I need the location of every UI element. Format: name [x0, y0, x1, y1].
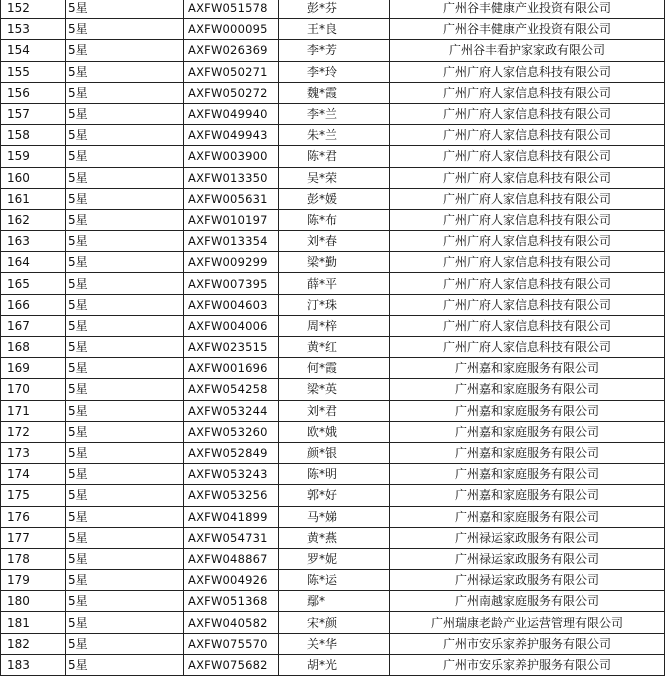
- worker-code: AXFW013354: [184, 231, 279, 252]
- row-index: 174: [1, 464, 66, 485]
- worker-code: AXFW052849: [184, 442, 279, 463]
- star-rating: 5星: [66, 570, 184, 591]
- row-index: 155: [1, 61, 66, 82]
- row-index: 159: [1, 146, 66, 167]
- star-rating: 5星: [66, 591, 184, 612]
- table-row: [1, 633, 665, 654]
- worker-code: AXFW026369: [184, 40, 279, 61]
- company-name: 广州广府人家信息科技有限公司: [390, 61, 665, 82]
- row-index: 170: [1, 379, 66, 400]
- worker-code: AXFW023515: [184, 337, 279, 358]
- star-rating: 5星: [66, 82, 184, 103]
- star-rating: 5星: [66, 612, 184, 633]
- row-index: 176: [1, 506, 66, 527]
- worker-code: AXFW048867: [184, 548, 279, 569]
- star-rating: 5星: [66, 379, 184, 400]
- row-index: 163: [1, 231, 66, 252]
- star-rating: 5星: [66, 527, 184, 548]
- row-index: 154: [1, 40, 66, 61]
- worker-name: 鄢*: [279, 591, 390, 612]
- table-row: [1, 379, 665, 400]
- table-row: [1, 125, 665, 146]
- star-rating: 5星: [66, 61, 184, 82]
- company-name: 广州广府人家信息科技有限公司: [390, 82, 665, 103]
- worker-name: 李*芳: [279, 40, 390, 61]
- worker-name: 关*华: [279, 633, 390, 654]
- company-name: 广州广府人家信息科技有限公司: [390, 209, 665, 230]
- worker-name: 汀*珠: [279, 294, 390, 315]
- star-rating: 5星: [66, 485, 184, 506]
- company-name: 广州广府人家信息科技有限公司: [390, 252, 665, 273]
- table-body: [1, 0, 665, 676]
- star-rating: 5星: [66, 464, 184, 485]
- star-rating: 5星: [66, 19, 184, 40]
- company-name: 广州嘉和家庭服务有限公司: [390, 400, 665, 421]
- worker-name: 刘*春: [279, 231, 390, 252]
- table-row: [1, 548, 665, 569]
- table-row: [1, 146, 665, 167]
- star-rating: 5星: [66, 358, 184, 379]
- star-rating: 5星: [66, 209, 184, 230]
- row-index: 181: [1, 612, 66, 633]
- worker-code: AXFW004006: [184, 315, 279, 336]
- table-row: [1, 167, 665, 188]
- star-rating: 5星: [66, 400, 184, 421]
- star-rating: 5星: [66, 252, 184, 273]
- worker-name: 陈*布: [279, 209, 390, 230]
- row-index: 161: [1, 188, 66, 209]
- worker-name: 罗*妮: [279, 548, 390, 569]
- worker-code: AXFW054731: [184, 527, 279, 548]
- star-rating: 5星: [66, 0, 184, 19]
- worker-code: AXFW041899: [184, 506, 279, 527]
- table-row: [1, 82, 665, 103]
- table-row: [1, 188, 665, 209]
- company-name: 广州嘉和家庭服务有限公司: [390, 358, 665, 379]
- row-index: 173: [1, 442, 66, 463]
- company-name: 广州广府人家信息科技有限公司: [390, 188, 665, 209]
- row-index: 160: [1, 167, 66, 188]
- worker-name: 周*梓: [279, 315, 390, 336]
- company-name: 广州嘉和家庭服务有限公司: [390, 379, 665, 400]
- row-index: 182: [1, 633, 66, 654]
- star-rating: 5星: [66, 273, 184, 294]
- company-name: 广州谷丰健康产业投资有限公司: [390, 19, 665, 40]
- company-name: 广州广府人家信息科技有限公司: [390, 125, 665, 146]
- table-row: [1, 40, 665, 61]
- table-row: [1, 209, 665, 230]
- worker-code: AXFW051368: [184, 591, 279, 612]
- company-name: 广州谷丰健康产业投资有限公司: [390, 0, 665, 19]
- row-index: 157: [1, 103, 66, 124]
- star-rating: 5星: [66, 442, 184, 463]
- star-rating: 5星: [66, 548, 184, 569]
- worker-name: 陈*君: [279, 146, 390, 167]
- worker-name: 何*霞: [279, 358, 390, 379]
- table-row: [1, 591, 665, 612]
- row-index: 164: [1, 252, 66, 273]
- worker-name: 马*娣: [279, 506, 390, 527]
- table-row: [1, 421, 665, 442]
- worker-name: 彭*媛: [279, 188, 390, 209]
- worker-name: 薛*平: [279, 273, 390, 294]
- company-name: 广州广府人家信息科技有限公司: [390, 337, 665, 358]
- worker-name: 彭*芬: [279, 0, 390, 19]
- row-index: 166: [1, 294, 66, 315]
- star-rating: 5星: [66, 315, 184, 336]
- table-row: [1, 612, 665, 633]
- company-name: 广州瑞康老龄产业运营管理有限公司: [390, 612, 665, 633]
- worker-code: AXFW053244: [184, 400, 279, 421]
- company-name: 广州嘉和家庭服务有限公司: [390, 485, 665, 506]
- company-name: 广州南越家庭服务有限公司: [390, 591, 665, 612]
- worker-code: AXFW013350: [184, 167, 279, 188]
- star-rating: 5星: [66, 633, 184, 654]
- company-name: 广州广府人家信息科技有限公司: [390, 231, 665, 252]
- table-row: [1, 485, 665, 506]
- company-name: 广州禄运家政服务有限公司: [390, 548, 665, 569]
- worker-name: 魏*霞: [279, 82, 390, 103]
- worker-code: AXFW003900: [184, 146, 279, 167]
- company-name: 广州市安乐家养护服务有限公司: [390, 633, 665, 654]
- company-name: 广州嘉和家庭服务有限公司: [390, 506, 665, 527]
- worker-name: 陈*运: [279, 570, 390, 591]
- worker-code: AXFW049943: [184, 125, 279, 146]
- star-rating: 5星: [66, 188, 184, 209]
- row-index: 179: [1, 570, 66, 591]
- worker-code: AXFW049940: [184, 103, 279, 124]
- table-row: [1, 506, 665, 527]
- star-rating: 5星: [66, 337, 184, 358]
- star-rating: 5星: [66, 146, 184, 167]
- worker-name: 郭*好: [279, 485, 390, 506]
- star-rating: 5星: [66, 231, 184, 252]
- table-row: [1, 527, 665, 548]
- worker-name: 颜*银: [279, 442, 390, 463]
- table-row: [1, 337, 665, 358]
- worker-name: 李*兰: [279, 103, 390, 124]
- worker-code: AXFW005631: [184, 188, 279, 209]
- worker-code: AXFW004603: [184, 294, 279, 315]
- worker-code: AXFW004926: [184, 570, 279, 591]
- worker-code: AXFW075682: [184, 654, 279, 675]
- worker-name: 胡*光: [279, 654, 390, 675]
- row-index: 183: [1, 654, 66, 675]
- table-row: [1, 294, 665, 315]
- company-name: 广州嘉和家庭服务有限公司: [390, 421, 665, 442]
- worker-name: 梁*勤: [279, 252, 390, 273]
- table-row: [1, 464, 665, 485]
- company-name: 广州广府人家信息科技有限公司: [390, 167, 665, 188]
- worker-name: 刘*君: [279, 400, 390, 421]
- table-row: [1, 61, 665, 82]
- star-rating: 5星: [66, 506, 184, 527]
- row-index: 152: [1, 0, 66, 19]
- table-row: [1, 252, 665, 273]
- worker-code: AXFW040582: [184, 612, 279, 633]
- worker-name: 欧*娥: [279, 421, 390, 442]
- star-rating: 5星: [66, 103, 184, 124]
- worker-name: 王*良: [279, 19, 390, 40]
- worker-name: 黄*燕: [279, 527, 390, 548]
- company-name: 广州嘉和家庭服务有限公司: [390, 464, 665, 485]
- worker-code: AXFW000095: [184, 19, 279, 40]
- row-index: 167: [1, 315, 66, 336]
- star-rating: 5星: [66, 40, 184, 61]
- worker-name: 吴*荣: [279, 167, 390, 188]
- row-index: 153: [1, 19, 66, 40]
- worker-code: AXFW050271: [184, 61, 279, 82]
- worker-name: 黄*红: [279, 337, 390, 358]
- worker-name: 陈*明: [279, 464, 390, 485]
- table-row: [1, 654, 665, 675]
- star-rating: 5星: [66, 294, 184, 315]
- worker-code: AXFW050272: [184, 82, 279, 103]
- company-name: 广州广府人家信息科技有限公司: [390, 294, 665, 315]
- company-name: 广州谷丰看护家家政有限公司: [390, 40, 665, 61]
- worker-code: AXFW075570: [184, 633, 279, 654]
- row-index: 178: [1, 548, 66, 569]
- row-index: 169: [1, 358, 66, 379]
- worker-code: AXFW054258: [184, 379, 279, 400]
- company-name: 广州市安乐家养护服务有限公司: [390, 654, 665, 675]
- worker-name: 梁*英: [279, 379, 390, 400]
- row-index: 171: [1, 400, 66, 421]
- table-row: [1, 273, 665, 294]
- row-index: 156: [1, 82, 66, 103]
- worker-code: AXFW053260: [184, 421, 279, 442]
- row-index: 180: [1, 591, 66, 612]
- worker-code: AXFW053256: [184, 485, 279, 506]
- star-rating: 5星: [66, 125, 184, 146]
- worker-name: 朱*兰: [279, 125, 390, 146]
- table-row: [1, 358, 665, 379]
- table-row: [1, 570, 665, 591]
- star-rating: 5星: [66, 167, 184, 188]
- row-index: 165: [1, 273, 66, 294]
- row-index: 175: [1, 485, 66, 506]
- row-index: 168: [1, 337, 66, 358]
- worker-name: 宋*颜: [279, 612, 390, 633]
- company-name: 广州嘉和家庭服务有限公司: [390, 442, 665, 463]
- company-name: 广州广府人家信息科技有限公司: [390, 273, 665, 294]
- row-index: 162: [1, 209, 66, 230]
- company-name: 广州广府人家信息科技有限公司: [390, 103, 665, 124]
- row-index: 158: [1, 125, 66, 146]
- table-row: [1, 400, 665, 421]
- row-index: 172: [1, 421, 66, 442]
- company-name: 广州禄运家政服务有限公司: [390, 570, 665, 591]
- star-rating: 5星: [66, 654, 184, 675]
- star-rating: 5星: [66, 421, 184, 442]
- company-name: 广州广府人家信息科技有限公司: [390, 146, 665, 167]
- company-name: 广州广府人家信息科技有限公司: [390, 315, 665, 336]
- worker-code: AXFW007395: [184, 273, 279, 294]
- worker-code: AXFW010197: [184, 209, 279, 230]
- table-row: [1, 442, 665, 463]
- worker-code: AXFW009299: [184, 252, 279, 273]
- row-index: 177: [1, 527, 66, 548]
- company-name: 广州禄运家政服务有限公司: [390, 527, 665, 548]
- table-row: [1, 103, 665, 124]
- table-row: [1, 315, 665, 336]
- worker-name: 李*玲: [279, 61, 390, 82]
- table-row: [1, 19, 665, 40]
- worker-code: AXFW001696: [184, 358, 279, 379]
- table-row: [1, 0, 665, 19]
- worker-code: AXFW051578: [184, 0, 279, 19]
- table-row: [1, 231, 665, 252]
- worker-code: AXFW053243: [184, 464, 279, 485]
